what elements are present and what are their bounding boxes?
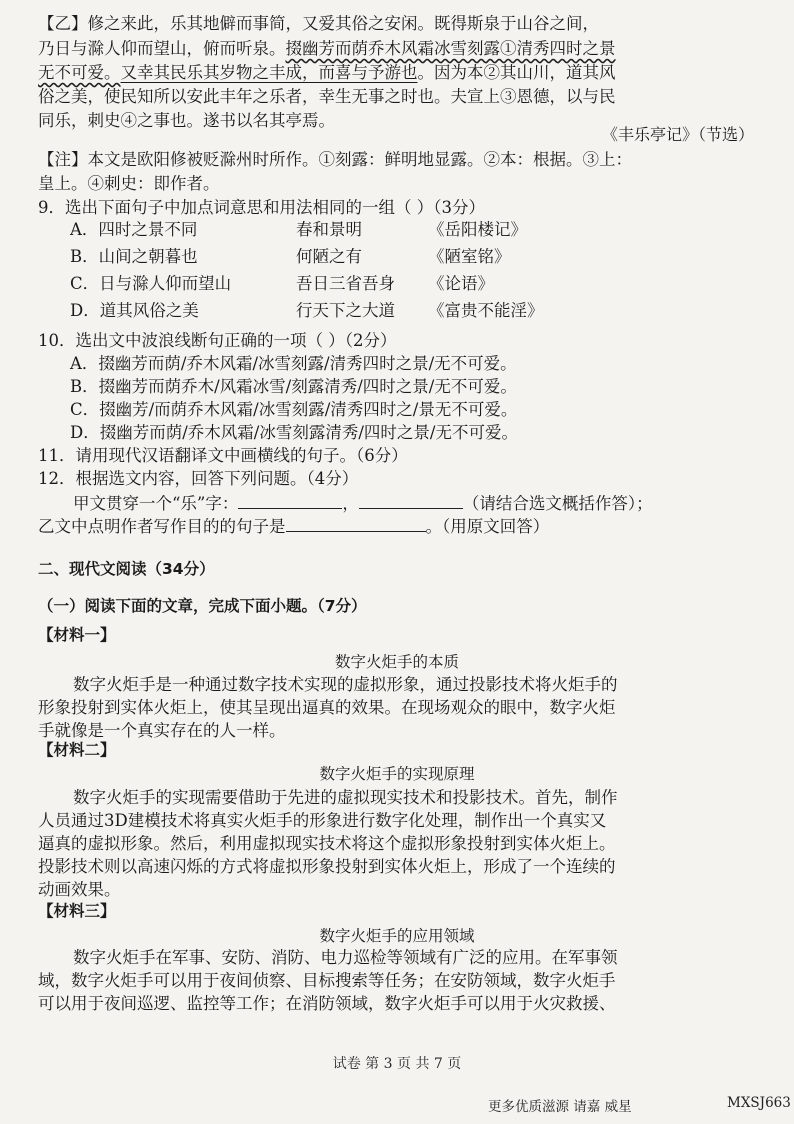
q9-option-a-source: 《岳阳楼记》 (428, 220, 527, 239)
q9-option-c-label: C．日与滁人仰而望山 (70, 274, 232, 293)
q9-option-d-pair: 行天下之大道 (296, 301, 395, 320)
wavy-line-part-2: 无不可爱。 (38, 63, 121, 82)
q9-stem: 9．选出下面句子中加点词意思和用法相同的一组（ ）（3分） (38, 198, 485, 217)
answer-blank-3[interactable] (286, 514, 426, 532)
material-2-line-4: 投影技术则以高速闪烁的方式将虚拟形象投射到实体火炬上，形成了一个连续的 (38, 857, 616, 876)
q9-option-c-pair: 吾日三省吾身 (296, 274, 395, 293)
material-2-tag: 【材料二】 (38, 741, 116, 759)
answer-blank-2[interactable] (359, 491, 463, 509)
q12-line-2: 乙文中点明作者写作目的的句子是 。（用原文回答） (38, 514, 549, 538)
section-heading: 二、现代文阅读（34分） (38, 560, 215, 578)
credit-code: MXSJ663 (727, 1095, 791, 1111)
q9-option-a-label: A．四时之景不同 (70, 220, 198, 239)
q10-stem: 10．选出文中波浪线断句正确的一项（ ）（2分） (38, 331, 397, 350)
material-1-line-1: 数字火炬手是一种通过数字技术实现的虚拟形象，通过投影技术将火炬手的 (73, 675, 618, 694)
material-2-line-5: 动画效果。 (38, 880, 121, 899)
note-line-1: 【注】本文是欧阳修被贬滁州时所作。①刻露：鲜明地显露。②本：根据。③上： (38, 150, 632, 169)
material-1-tag: 【材料一】 (38, 626, 116, 644)
q9-option-d-label: D．道其风俗之美 (70, 301, 199, 320)
q9-option-b-pair: 何陋之有 (296, 247, 362, 266)
passage-line-1: 【乙】修之来此，乐其地僻而事简，又爱其俗之安闲。既得斯泉于山谷之间， (38, 14, 599, 33)
material-2-line-2: 人员通过3D建模技术将真实火炬手的形象进行数字化处理，制作出一个真实又 (38, 811, 607, 830)
q10-option-a: A．掇幽芳而荫/乔木风霜/冰雪刻露/清秀四时之景/无不可爱。 (70, 354, 517, 373)
q9-option-b-source: 《陋室铭》 (428, 247, 511, 266)
wavy-line-part-1: 掇幽芳而荫乔木风霜冰雪刻露①清秀四时之景 (285, 39, 616, 58)
q9-option-a-pair: 春和景明 (296, 220, 362, 239)
material-3-line-1: 数字火炬手在军事、安防、消防、电力巡检等领域有广泛的应用。在军事领 (73, 948, 618, 967)
answer-blank-1[interactable] (238, 491, 342, 509)
passage-line-4: 俗之美，使民知所以安此丰年之乐者，幸生无事之时也。夫宣上③恩德，以与民 (38, 87, 616, 106)
material-2-line-3: 逼真的虚拟形象。然后，利用虚拟现实技术将这个虚拟形象投射到实体火炬上。 (38, 834, 616, 853)
q11-stem: 11．请用现代汉语翻译文中画横线的句子。（6分） (38, 446, 408, 465)
q9-option-c-source: 《论语》 (428, 274, 494, 293)
q9-option-d-source: 《富贵不能淫》 (428, 301, 544, 320)
material-3-line-2: 域，数字火炬手可以用于夜间侦察、目标搜索等任务；在安防领域，数字火炬手 (38, 971, 616, 990)
q12-line-1: 甲文贯穿一个“乐”字： ， （请结合选文概括作答）； (73, 491, 653, 515)
q10-option-d: D．掇幽芳而荫/乔木风霜/冰雪刻露清秀/四时之景/无不可爱。 (70, 423, 518, 442)
passage-line-2: 乃日与滁人仰而望山，俯而听泉。掇幽芳而荫乔木风霜冰雪刻露①清秀四时之景 (38, 39, 616, 58)
credit-text: 更多优质滋源 请嘉 威星 (488, 1099, 632, 1115)
q10-option-c: C．掇幽芳/而荫乔木风霜/冰雪刻露/清秀四时之/景无不可爱。 (70, 400, 518, 419)
material-1-line-2: 形象投射到实体火炬上，使其呈现出逼真的效果。在现场观众的眼中，数字火炬 (38, 698, 616, 717)
underlined-sentence: 又幸其民乐其岁物之丰成，而喜与予游也 (120, 63, 418, 82)
q10-option-b: B．掇幽芳而荫乔木/风霜冰雪/刻露清秀/四时之景/无不可爱。 (70, 377, 517, 396)
note-line-2: 皇上。④刺史：即作者。 (38, 174, 220, 193)
page-footer: 试卷 第 3 页 共 7 页 (332, 1056, 462, 1072)
material-3-title: 数字火炬手的应用领域 (319, 927, 475, 945)
material-1-title: 数字火炬手的本质 (334, 653, 459, 671)
passage-line-5: 同乐，刺史④之事也。遂书以名其亭焉。 (38, 111, 335, 130)
material-2-line-1: 数字火炬手的实现需要借助于先进的虚拟现实技术和投影技术。首先，制作 (73, 788, 618, 807)
passage-line-3: 无不可爱。又幸其民乐其岁物之丰成，而喜与予游也。因为本②其山川，道其风 (38, 63, 616, 82)
q12-stem: 12．根据选文内容，回答下列问题。（4分） (38, 469, 359, 488)
material-3-tag: 【材料三】 (38, 902, 116, 920)
material-3-line-3: 可以用于夜间巡逻、监控等工作；在消防领域，数字火炬手可以用于火灾救援、 (38, 994, 616, 1013)
material-2-title: 数字火炬手的实现原理 (319, 765, 475, 783)
passage-source: 《丰乐亭记》（节选） (601, 125, 754, 144)
material-1-line-3: 手就像是一个真实存在的人一样。 (38, 721, 286, 740)
subsection-heading: （一）阅读下面的文章，完成下面小题。（7分） (38, 597, 367, 615)
q9-option-b-label: B．山间之朝暮也 (70, 247, 198, 266)
